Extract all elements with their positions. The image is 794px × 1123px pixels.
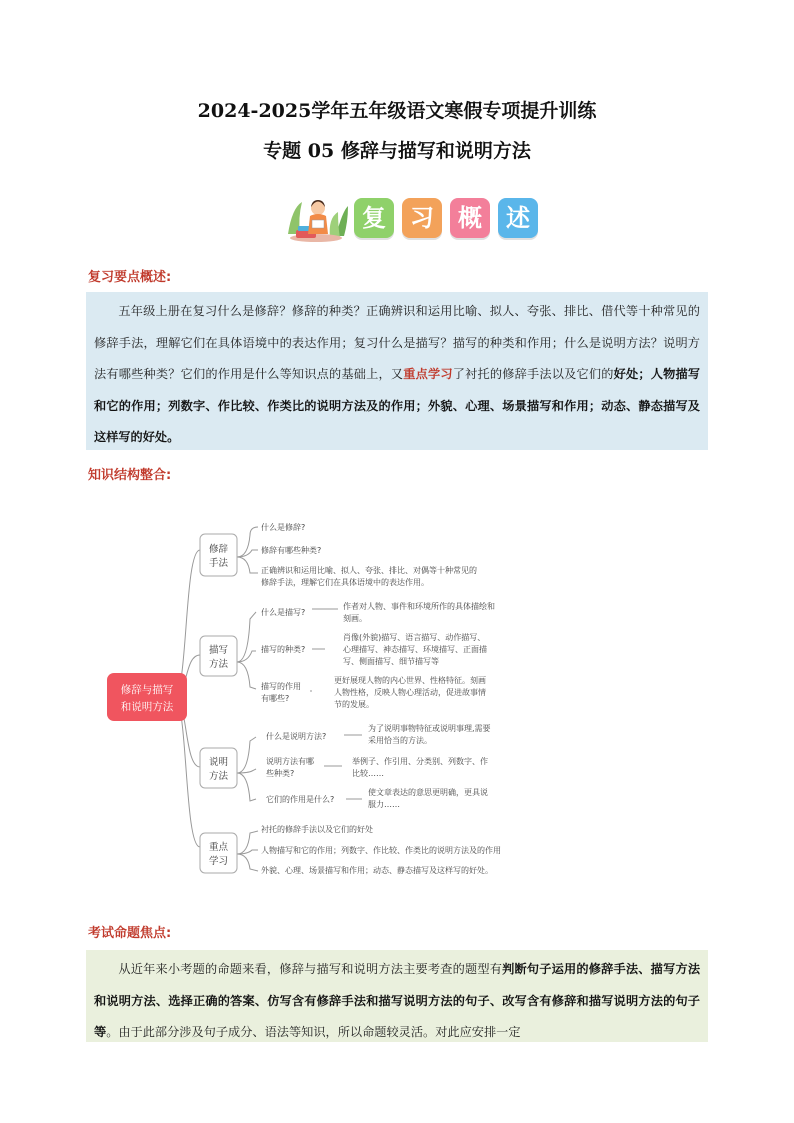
mindmap-branch-rhetoric-line1: 修辞 [208,544,229,555]
mindmap-item: 写、侧面描写、细节描写等 [343,657,439,666]
mindmap-item: 外貌、心理、场景描写和作用；动态、静态描写及这样写的好处。 [261,866,493,875]
mindmap-item: 有哪些? [261,694,290,703]
mindmap-branch-rhetoric [200,534,237,576]
mindmap-item: 更好展现人物的内心世界、性格特征。刻画 [334,676,486,685]
review-overview-banner [282,194,544,244]
mindmap-item: 修辞有哪些种类? [261,546,322,555]
mindmap-branch-rhetoric-line2: 手法 [208,558,229,569]
mindmap-item: 采用恰当的方法。 [368,736,432,745]
mindmap-item: 人物性格，反映人物心理活动，促进故事情 [334,688,486,697]
mindmap-item: 它们的作用是什么? [266,795,335,804]
mindmap-branch-focus-line1: 重点 [208,842,229,853]
mindmap-item: 肖像(外貌)描写、语言描写、动作描写、 [343,633,486,642]
mindmap-item: 修辞手法，理解它们在具体语境中的表达作用。 [261,578,429,587]
exam-paragraph: 从近年来小考题的命题来看，修辞与描写和说明方法主要考查的题型有判断句子运用的修辞手法、描写方法和说明方法、选择正确的答案、仿写含有修辞手法和描写说明方法的句子、改写含有修辞和描写说明方法的句子等。由于此部分涉及句子成分、语法等知识，所以命题较灵活。对此应安排一定 [94,962,701,1039]
mindmap-item: 比较…… [352,769,384,778]
mindmap-root-line1: 修辞与描写 [120,684,174,696]
mindmap-item: 衬托的修辞手法以及它们的好处 [261,825,373,834]
mindmap-item: 人物描写和它的作用；列数字、作比较、作类比的说明方法及的作用 [261,846,501,855]
structure-heading: 知识结构整合: [88,468,172,483]
mindmap-branch-explanation-line1: 说明 [208,757,229,768]
mindmap-item: 些种类? [266,769,295,778]
mindmap-item: 什么是说明方法? [266,732,327,741]
mindmap-branch-explanation [200,748,237,788]
mindmap-item: 服力…… [368,800,400,809]
mindmap-item: 说明方法有哪 [266,757,314,766]
mindmap-item: 描写的种类? [261,645,306,654]
mindmap-item: 什么是修辞? [261,523,306,532]
mindmap-root [107,673,187,721]
exam-heading: 考试命题焦点: [88,926,172,941]
mindmap-item: 使文章表达的意思更明确，更具说 [368,788,488,797]
banner-chip-shu: 述 [498,198,538,238]
banner-chip-fu: 复 [354,198,394,238]
mindmap-item: 正确辨识和运用比喻、拟人、夸张、排比、对偶等十种常见的 [261,566,477,575]
banner-chip-gai: 概 [450,198,490,238]
mindmap-item: 心理描写、神态描写、环境描写、正面描 [343,645,487,654]
mindmap-item: 什么是描写? [261,608,306,617]
exam-box [86,950,708,1042]
mindmap-branch-description [200,636,237,676]
mindmap-item: 举例子、作引用、分类别、列数字、作 [352,757,488,766]
banner-chip-xi: 习 [402,198,442,238]
mindmap-item: 为了说明事物特征或说明事理,需要 [368,724,491,733]
mindmap-branch-description-line1: 描写 [208,645,229,656]
document-subtitle: 专题 05 修辞与描写和说明方法 [263,140,531,162]
overview-box [86,292,708,450]
overview-highlight: 重点学习 [403,367,453,381]
mindmap-item: 刻画。 [343,614,367,623]
reading-girl-illustration [282,194,352,244]
overview-bold: 好处；人物描写和它的作用；列数字、作比较、作类比的说明方法及的作用；外貌、心理、场景描写和作用；动态、静态描写及这样写的好处。 [94,367,701,444]
document-title: 2024-2025学年五年级语文寒假专项提升训练 [197,100,597,122]
mindmap-item: 节的发展。 [334,700,374,709]
mindmap-item: 描写的作用 [261,682,301,691]
overview-paragraph: 五年级上册在复习什么是修辞？修辞的种类？正确辨识和运用比喻、拟人、夸张、排比、借代等十种常见的修辞手法，理解它们在具体语境中的表达作用；复习什么是描写？描写的种类和作用；什么是说明方法？说明方法有哪些种类？它们的作用是什么等知识点的基础上，又重点学习了衬托的修辞手法以及它们的好处；人物描写和它的作用；列数字、作比较、作类比的说明方法及的作用；外貌、心理、场景描写和作用；动态、静态描写及这样写的好处。 [94,304,701,444]
mindmap-branch-focus [200,833,237,873]
exam-bold: 判断句子运用的修辞手法、描写方法和说明方法、选择正确的答案、仿写含有修辞手法和描写说明方法的句子、改写含有修辞和描写说明方法的句子等 [94,962,701,1039]
overview-heading: 复习要点概述: [88,270,172,285]
mindmap-item: 作者对人物、事件和环境所作的具体描绘和 [343,602,495,611]
mindmap-branch-description-line2: 方法 [208,659,229,670]
mindmap-root-line2: 和说明方法 [120,701,174,713]
knowledge-mindmap [100,515,540,885]
mindmap-branch-focus-line2: 学习 [208,856,229,867]
mindmap-branch-explanation-line2: 方法 [208,771,229,782]
